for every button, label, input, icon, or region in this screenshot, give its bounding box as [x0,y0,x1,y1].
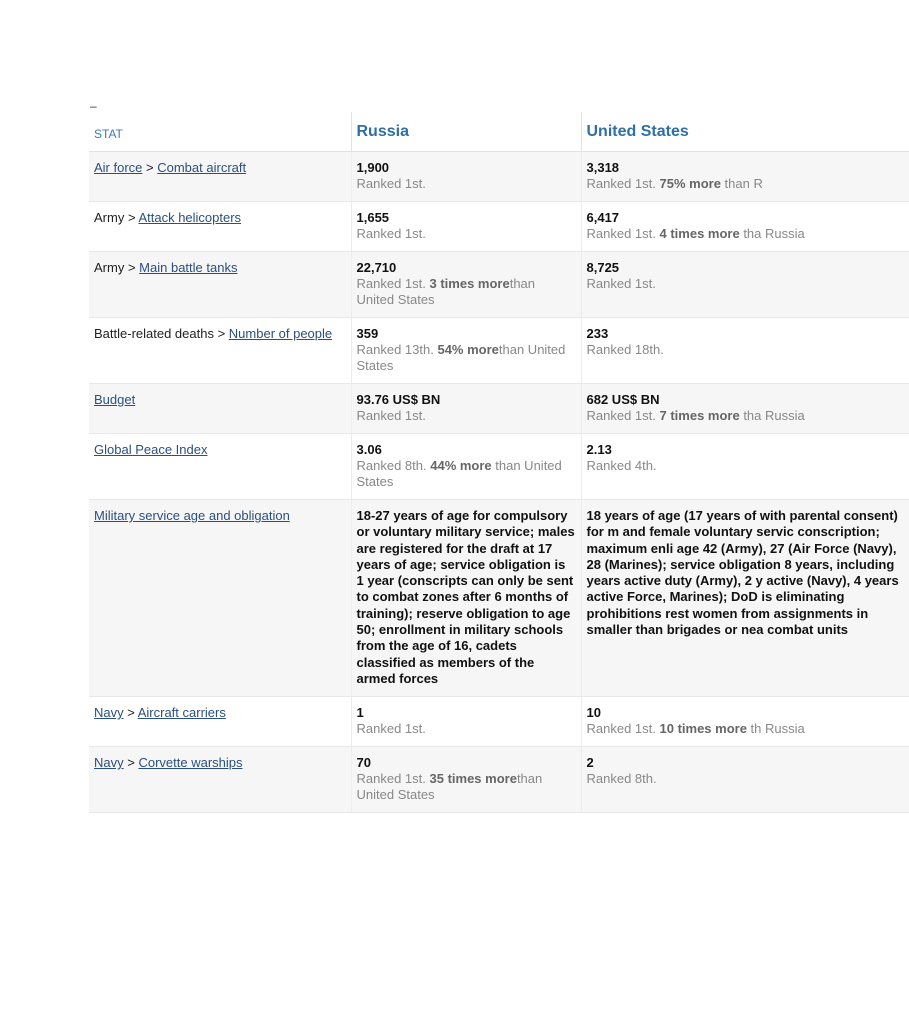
comparison-tail: than R [720,176,763,191]
stat-cell [89,252,351,318]
comparison-tail: than United States [356,458,562,489]
stat-cell [89,434,351,500]
stat-link[interactable]: Combat aircraft [157,160,247,175]
rank-text [357,176,576,192]
stat-value: 2.13 [586,442,612,457]
rank-label: Ranked 1st. [356,771,426,787]
rank-label: Ranked 1st. [356,226,426,241]
breadcrumb-separator: > [123,705,138,721]
rank-label: Ranked 8th. [586,771,657,787]
comparison-tail: tha Russia [739,226,805,241]
stat-category: Battle-related deaths [94,326,214,341]
table-row [89,384,909,434]
country-b-header[interactable]: United States [581,112,909,152]
stat-column-header: STAT [89,112,351,152]
rank-label: Ranked 1st. [356,721,426,737]
table-row [89,434,909,500]
table-row [89,152,909,202]
rank-label: Ranked 8th. [356,458,427,473]
table-row [89,500,909,697]
stat-value: 6,417 [586,210,620,225]
stat-cell [89,152,351,202]
stat-value: 22,710 [356,260,397,275]
table-body [89,152,909,813]
stat-link[interactable]: Budget [94,392,136,407]
stat-value: 1,900 [356,160,390,175]
stat-category: Army [94,260,125,275]
united-states-value-cell [581,697,909,747]
stat-value: 93.76 US$ BN [356,392,441,407]
stat-link[interactable]: Military service age and obligation [94,508,290,523]
rank-text [587,276,905,292]
comparison-tail: than United States [356,342,566,373]
stat-cell [89,500,351,697]
comparison-emphasis: 7 times more [659,408,740,423]
long-value-text: 18 years of age (17 years of with parental consent) for m and female voluntary servic conscription; maximum enli age 42 (Army), 27 (Air Force (Navy), 28 (Marines); service obligation 8 years, including years active duty (Army), 2 y active (Navy), 4 years active Force, Marines); DoD is eliminating prohibitions rest women from assignments in smaller than brigades or nea combat units [586,508,899,638]
comparison-table [89,112,909,813]
russia-value-cell [351,202,581,252]
rank-label: Ranked 1st. [586,408,656,423]
stat-link[interactable]: Main battle tanks [139,260,238,275]
united-states-value-cell [581,384,909,434]
comparison-emphasis: 35 times more [429,771,517,787]
stat-category-link[interactable]: Navy [94,755,124,771]
rank-label: Ranked 1st. [356,176,426,191]
rank-text [357,342,576,374]
rank-text [587,721,905,737]
comparison-emphasis: 44% more [430,458,492,473]
stat-value: 682 US$ BN [586,392,660,407]
stat-value: 10 [586,705,601,721]
stat-value: 2 [586,755,594,771]
rank-text [357,458,576,490]
rank-text [587,458,905,474]
russia-value-cell [351,697,581,747]
stat-link[interactable]: Attack helicopters [138,210,242,225]
stat-cell [89,318,351,384]
united-states-value-cell [581,500,909,697]
table-row [89,697,909,747]
rank-text [357,276,576,308]
comparison-tail: than United States [356,771,543,803]
russia-value-cell [351,318,581,384]
rank-label: Ranked 1st. [586,276,656,291]
rank-text [587,771,905,787]
comparison-tail: tha Russia [739,408,805,423]
stat-link[interactable]: Global Peace Index [94,442,208,457]
rank-label: Ranked 1st. [586,721,656,737]
comparison-tail: th Russia [746,721,805,737]
comparison-tail: than United States [356,276,536,307]
stat-value: 3,318 [586,160,620,175]
stat-cell [89,747,351,813]
comparison-emphasis: 3 times more [429,276,510,291]
united-states-value-cell [581,318,909,384]
rank-label: Ranked 1st. [356,276,426,291]
rank-label: Ranked 18th. [586,342,664,357]
stat-cell [89,202,351,252]
rank-text [587,176,905,192]
breadcrumb-separator: > [142,160,158,175]
rank-text [357,226,576,242]
stat-link[interactable]: Number of people [228,326,333,341]
table-row [89,252,909,318]
stat-category-link[interactable]: Navy [94,705,124,721]
stat-category-link[interactable]: Air force [94,160,143,175]
russia-value-cell [351,500,581,697]
rank-label: Ranked 1st. [586,176,656,191]
table-row [89,318,909,384]
united-states-value-cell [581,434,909,500]
comparison-emphasis: 75% more [659,176,721,191]
russia-value-cell [351,252,581,318]
stat-cell [89,384,351,434]
russia-value-cell [351,384,581,434]
breadcrumb-separator: > [123,755,139,771]
country-a-header[interactable]: Russia [351,112,581,152]
comparison-emphasis: 4 times more [659,226,740,241]
united-states-value-cell [581,152,909,202]
table-row [89,202,909,252]
stat-value: 233 [586,326,609,341]
stat-value: 1,655 [356,210,390,225]
united-states-value-cell [581,747,909,813]
stat-cell [89,697,351,747]
rank-text [587,342,905,358]
stat-value: 3.06 [356,442,382,457]
breadcrumb-separator: > [213,326,229,341]
stat-value: 8,725 [586,260,620,275]
rank-text [587,408,905,424]
comparison-emphasis: 54% more [437,342,499,357]
russia-value-cell [351,152,581,202]
stat-link[interactable]: Aircraft carriers [137,705,226,721]
stat-category: Army [94,210,125,225]
rank-text [587,226,905,242]
united-states-value-cell [581,202,909,252]
rank-label: Ranked 4th. [586,458,657,473]
stat-value: 70 [356,755,371,771]
rank-text [357,408,576,424]
breadcrumb-separator: > [124,260,140,275]
rank-label: Ranked 1st. [586,226,656,241]
united-states-value-cell [581,252,909,318]
russia-value-cell [351,747,581,813]
rank-label: Ranked 1st. [356,408,426,423]
rank-text [357,721,576,737]
breadcrumb-separator: > [124,210,139,225]
table-row [89,747,909,813]
dash-mark: – [90,99,97,113]
table-header-row [89,112,909,152]
stat-link[interactable]: Corvette warships [138,755,243,771]
stat-value: 359 [356,326,379,341]
russia-value-cell [351,434,581,500]
stat-value: 1 [356,705,364,721]
long-value-text: 18-27 years of age for compulsory or voluntary military service; males are registered for the draft at 17 years of age; service obligation is 1 year (conscripts can only be sent to combat zones after 6 months of training); reserve obligation to age 50; enrollment in military schools from the age of 16, cadets classified as members of the armed forces [356,508,575,686]
comparison-emphasis: 10 times more [659,721,747,737]
rank-label: Ranked 13th. [356,342,434,357]
rank-text [357,771,576,803]
